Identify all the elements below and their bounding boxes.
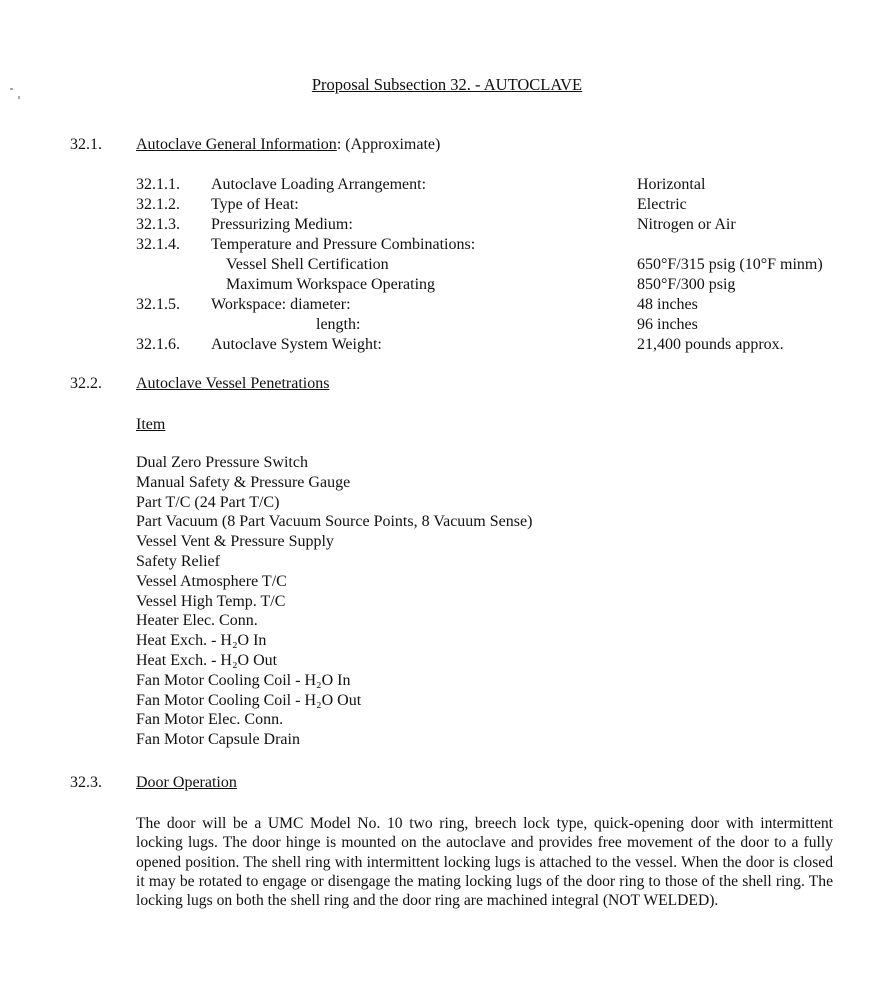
spec-number: 32.1.6. bbox=[136, 336, 180, 353]
spec-row bbox=[136, 175, 856, 195]
spec-label: Pressurizing Medium: bbox=[211, 216, 353, 233]
spec-row bbox=[136, 235, 856, 255]
spec-label: Workspace: diameter: bbox=[211, 296, 351, 313]
section-number: 32.2. bbox=[70, 375, 102, 392]
spec-label: Maximum Workspace Operating bbox=[226, 276, 436, 293]
spec-label: Vessel Shell Certification bbox=[226, 256, 389, 273]
door-operation-paragraph: The door will be a UMC Model No. 10 two ring, breech lock type, quick-opening door with intermittent locking lugs. The door hinge is mounted on the autoclave and provides free movement of the door to a fully opened position. The shell ring with intermittent locking lugs is attached to the vessel. When the door is closed it may be rotated to engage or disengage the mating locking lugs of the door ring to those of the shell ring. The locking lugs on both the shell ring and the door ring are machined integral (NOT WELDED). bbox=[136, 815, 833, 910]
spec-label: Autoclave System Weight: bbox=[211, 336, 382, 353]
spec-value: Electric bbox=[637, 196, 687, 213]
list-item: Heat Exch. - H₂O Out bbox=[136, 651, 278, 669]
spec-row bbox=[136, 335, 856, 355]
section-heading-text: Autoclave General Information bbox=[136, 136, 337, 153]
penetration-list bbox=[136, 453, 532, 750]
spec-number: 32.1.4. bbox=[136, 236, 180, 253]
spec-label: Temperature and Pressure Combinations: bbox=[211, 236, 476, 253]
list-item: Fan Motor Cooling Coil - H₂O Out bbox=[136, 691, 362, 709]
item-column-header: Item bbox=[136, 416, 166, 433]
list-item: Dual Zero Pressure Switch bbox=[136, 454, 308, 471]
list-item: Manual Safety & Pressure Gauge bbox=[136, 473, 351, 491]
list-item: Part T/C (24 Part T/C) bbox=[136, 493, 280, 511]
spec-number: 32.1.5. bbox=[136, 296, 180, 313]
spec-value: 650°F/315 psig (10°F minm) bbox=[637, 256, 823, 273]
scan-speck bbox=[18, 96, 20, 99]
spec-label: Autoclave Loading Arrangement: bbox=[211, 176, 427, 193]
list-item: Safety Relief bbox=[136, 552, 220, 570]
document-title: Proposal Subsection 32. - AUTOCLAVE bbox=[311, 75, 583, 94]
list-item: Fan Motor Cooling Coil - H₂O In bbox=[136, 671, 351, 689]
list-item: Vessel High Temp. T/C bbox=[136, 592, 286, 610]
spec-value: 48 inches bbox=[637, 296, 698, 313]
section-heading-suffix: : (Approximate) bbox=[336, 136, 441, 153]
spec-row bbox=[136, 255, 856, 275]
section-heading bbox=[136, 135, 440, 155]
section-heading: Door Operation bbox=[136, 774, 237, 791]
list-item: Fan Motor Capsule Drain bbox=[136, 731, 300, 749]
section-number: 32.3. bbox=[70, 774, 102, 791]
spec-number: 32.1.2. bbox=[136, 196, 180, 213]
list-item: Vessel Atmosphere T/C bbox=[136, 572, 287, 590]
spec-label: Type of Heat: bbox=[211, 196, 299, 213]
spec-value: 21,400 pounds approx. bbox=[637, 336, 784, 353]
spec-number: 32.1.1. bbox=[136, 176, 180, 193]
section-number: 32.1. bbox=[70, 136, 102, 153]
spec-value: Horizontal bbox=[637, 176, 706, 193]
list-item: Part Vacuum (8 Part Vacuum Source Points, 8 Vacuum Sense) bbox=[136, 513, 533, 531]
spec-value: Nitrogen or Air bbox=[637, 216, 736, 233]
list-item: Heat Exch. - H₂O In bbox=[136, 632, 267, 650]
spec-value: 96 inches bbox=[637, 316, 698, 333]
spec-row bbox=[136, 275, 856, 295]
spec-value: 850°F/300 psig bbox=[637, 276, 736, 293]
spec-label: length: bbox=[316, 316, 361, 333]
spec-row bbox=[136, 295, 856, 315]
list-item: Heater Elec. Conn. bbox=[136, 612, 258, 630]
section-heading: Autoclave Vessel Penetrations bbox=[136, 375, 330, 392]
list-item: Vessel Vent & Pressure Supply bbox=[136, 533, 334, 551]
spec-row bbox=[136, 215, 856, 235]
spec-number: 32.1.3. bbox=[136, 216, 180, 233]
list-item: Fan Motor Elec. Conn. bbox=[136, 711, 284, 729]
spec-row bbox=[136, 315, 856, 335]
spec-row bbox=[136, 195, 856, 215]
